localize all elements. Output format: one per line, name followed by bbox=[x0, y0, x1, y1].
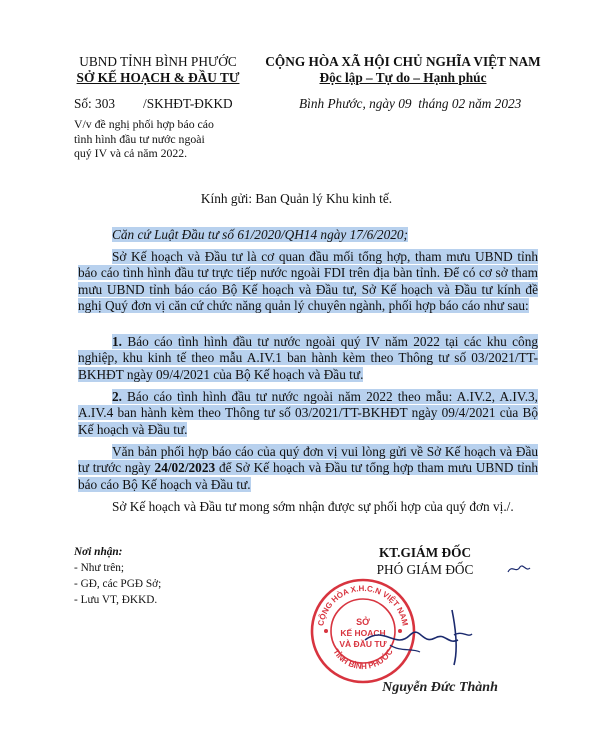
legal-basis: Căn cứ Luật Đầu tư số 61/2020/QH14 ngày 17/6/2020; bbox=[112, 227, 408, 242]
recipients-block bbox=[74, 544, 161, 608]
recipient-item: - Lưu VT, ĐKKD. bbox=[74, 594, 158, 606]
seal-ring-top: CỘNG HÒA X.H.C.N VIỆT NAM bbox=[316, 583, 410, 627]
seal-center-3: VÀ ĐẦU TƯ bbox=[339, 639, 387, 649]
recipient-item: - GĐ, các PGĐ Sở; bbox=[74, 578, 162, 590]
signer-name: Nguyễn Đức Thành bbox=[382, 680, 498, 695]
handwritten-signature bbox=[360, 590, 510, 670]
recipient-item: - Như trên; bbox=[74, 562, 125, 574]
seal-ring-bottom: TỈNH BÌNH PHƯỚC bbox=[331, 647, 395, 672]
nation-name: CỘNG HÒA XÃ HỘI CHỦ NGHĨA VIỆT NAM bbox=[265, 54, 541, 69]
document-number: Số: 303 /SKHĐT-ĐKKD bbox=[74, 96, 233, 111]
seal-center-2: KẾ HOẠCH bbox=[340, 628, 386, 638]
recipients-title: Nơi nhận: bbox=[74, 546, 123, 558]
seal-center-1: SỞ bbox=[356, 617, 370, 627]
initial-mark bbox=[506, 562, 532, 576]
national-title bbox=[258, 54, 548, 86]
recipient-line: Kính gửi: Ban Quản lý Khu kinh tế. bbox=[200, 191, 393, 206]
paragraph-closing: Sở Kế hoạch và Đầu tư mong sớm nhận được sự phối hợp của quý đơn vị./. bbox=[112, 499, 514, 514]
paragraph-deadline: Văn bản phối hợp báo cáo của quý đơn vị vui lòng gửi về Sở Kế hoạch và Đầu tư trước ngày 24/02/2023 để Sở Kế hoạch và Đầu tư tổng hợp tham mưu UBND tỉnh báo cáo Bộ Kế hoạch và Đầu tư. bbox=[78, 444, 539, 492]
signer-role: KT.GIÁM ĐỐC bbox=[378, 545, 472, 560]
paragraph-item-2: 2. Báo cáo tình hình đầu tư nước ngoài năm 2022 theo mẫu: A.IV.2, A.IV.3, A.IV.4 ban hành kèm theo Thông tư số 03/2021/TT-BKHĐT ngày 09/4/2021 của Bộ Kế hoạch và Đầu tư. bbox=[78, 389, 538, 437]
paragraph-intro: Sở Kế hoạch và Đầu tư là cơ quan đầu mối tổng hợp, tham mưu UBND tỉnh báo cáo tình hình đầu tư trực tiếp nước ngoài FDI trên địa bàn tỉnh. Để có cơ sở tham mưu UBND tỉnh báo cáo Bộ Kế hoạch và Đầu tư, Sở Kế hoạch và Đầu tư kính đề nghị Quý đơn vị căn cứ chức năng quản lý chuyên ngành, phối hợp báo cáo như sau: bbox=[78, 249, 538, 313]
motto: Độc lập – Tự do – Hạnh phúc bbox=[319, 70, 487, 85]
signer-title: PHÓ GIÁM ĐỐC bbox=[376, 562, 474, 577]
document-subject: V/v đề nghị phối hợp báo cáo tình hình đầu tư nước ngoài quý IV và cả năm 2022. bbox=[74, 117, 214, 160]
agency-parent: UBND TỈNH BÌNH PHƯỚC bbox=[79, 54, 237, 69]
place-date: Bình Phước, ngày 09 tháng 02 năm 2023 bbox=[299, 96, 522, 111]
paragraph-item-1: 1. Báo cáo tình hình đầu tư nước ngoài quý IV năm 2022 tại các khu công nghiệp, khu kinh tế theo mẫu A.IV.1 ban hành kèm theo Thông tư số 03/2021/TT-BKHĐT ngày 09/4/2021 của Bộ Kế hoạch và Đầu tư. bbox=[78, 334, 538, 382]
issuing-agency bbox=[58, 54, 258, 86]
agency-name: SỞ KẾ HOẠCH & ĐẦU TƯ bbox=[76, 70, 240, 85]
